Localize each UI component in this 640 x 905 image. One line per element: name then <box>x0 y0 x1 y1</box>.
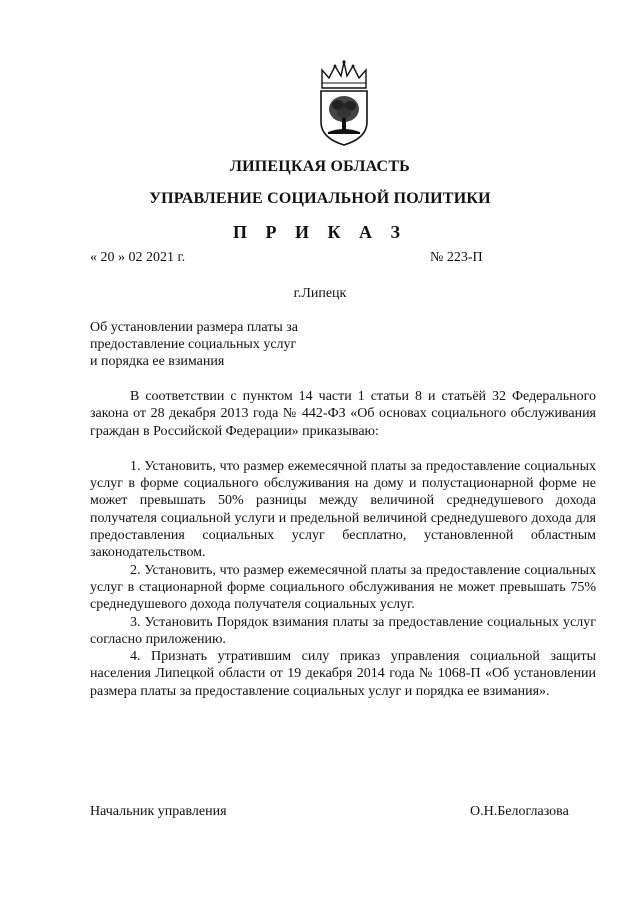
department-title: УПРАВЛЕНИЕ СОЦИАЛЬНОЙ ПОЛИТИКИ <box>149 190 491 207</box>
signatory-name: О.Н.Белоглазова <box>470 804 569 819</box>
subject-line: Об установлении размера платы за <box>90 320 298 335</box>
document-city: г.Липецк <box>293 286 347 301</box>
order-item-4: 4. Признать утратившим силу приказ управления социальной защиты населения Липецкой области от 19 декабря 2014 года № 1068-П «Об установлении размера платы за предоставление социальных услуг и порядка ее взимания». <box>90 649 596 699</box>
document-body <box>90 388 596 700</box>
document-date: « 20 » 02 2021 г. <box>90 250 186 265</box>
subject-line: и порядка ее взимания <box>90 354 225 369</box>
coat-of-arms-icon <box>318 60 370 146</box>
document-number: № 223-П <box>430 250 483 265</box>
signatory-title: Начальник управления <box>90 804 227 819</box>
order-item-2: 2. Установить, что размер ежемесячной платы за предоставление социальных услуг в стационарной форме социального обслуживания не может превышать 75% среднедушевого дохода получателя социальных услуг. <box>90 562 596 613</box>
document-type-title: П Р И К А З <box>232 222 408 242</box>
preamble-paragraph: В соответствии с пунктом 14 части 1 статьи 8 и статьёй 32 Федерального закона от 28 декабря 2013 года № 442-ФЗ «Об основах социального обслуживания граждан в Российской Федерации» приказываю: <box>90 389 596 439</box>
subject-line: предоставление социальных услуг <box>90 337 297 352</box>
document-subject <box>90 319 340 370</box>
region-title: ЛИПЕЦКАЯ ОБЛАСТЬ <box>230 158 410 175</box>
order-item-1: 1. Установить, что размер ежемесячной платы за предоставление социальных услуг в форме социального обслуживания на дому и полустационарной форме не может превышать 50% разницы между величиной среднедушевого дохода получателя социальной услуги и предельной величиной среднедушевого дохода для предоставления социальных услуг бесплатно, установленной областным законодательством. <box>90 458 596 561</box>
order-item-3: 3. Установить Порядок взимания платы за предоставление социальных услуг согласно приложению. <box>90 614 596 647</box>
